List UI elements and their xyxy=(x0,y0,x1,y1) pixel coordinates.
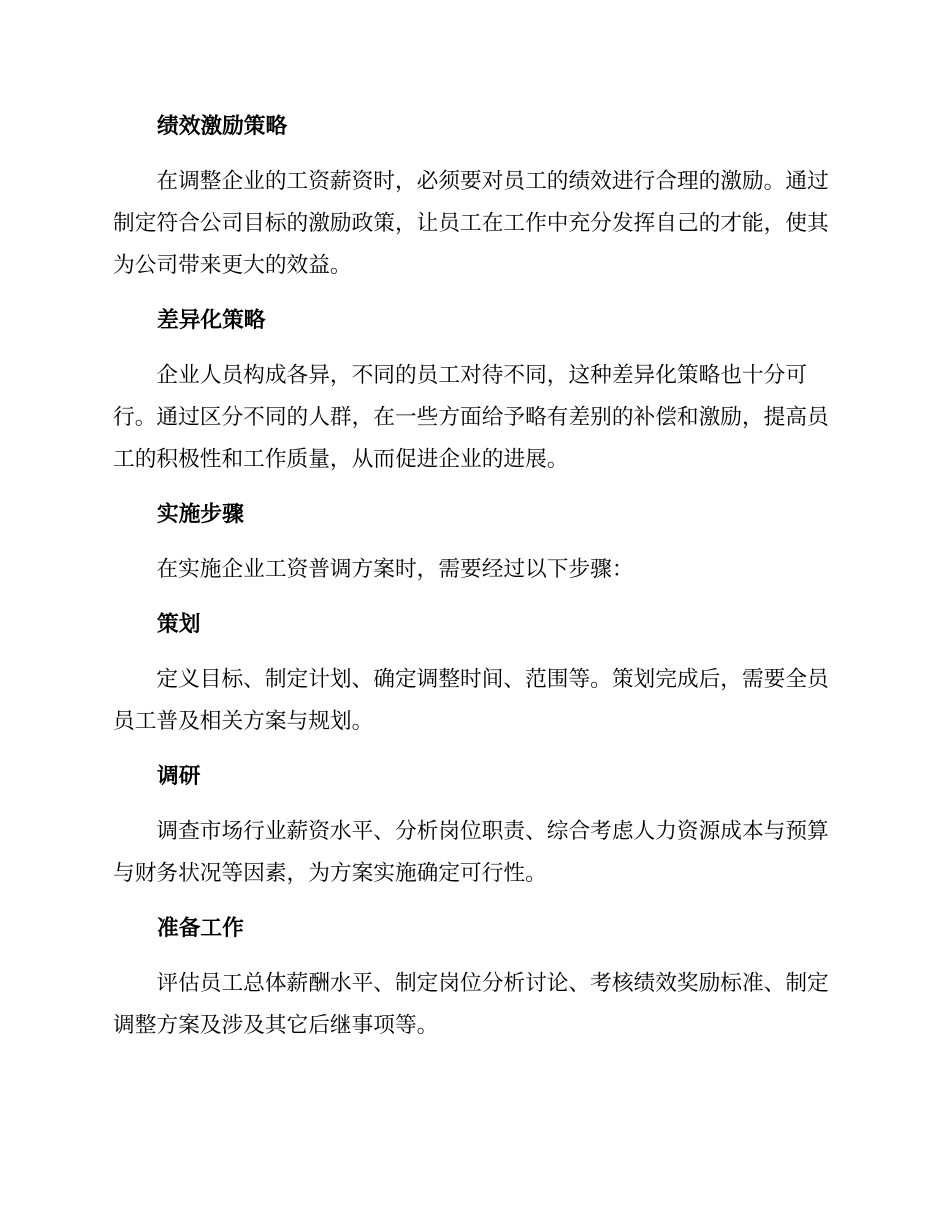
section-heading: 差异化策略 xyxy=(157,308,266,333)
section-heading: 绩效激励策略 xyxy=(157,114,288,139)
subsection-heading: 策划 xyxy=(157,612,201,637)
section-heading: 实施步骤 xyxy=(157,502,244,527)
paragraph: 在调整企业的工资薪资时，必须要对员工的绩效进行合理的激励。通过制定符合公司目标的激励政策，让员工在工作中充分发挥自己的才能，使其为公司带来更大的效益。 xyxy=(113,169,829,278)
paragraph: 评估员工总体薪酬水平、制定岗位分析讨论、考核绩效奖励标准、制定调整方案及涉及其它后继事项等。 xyxy=(113,971,829,1038)
paragraph: 定义目标、制定计划、确定调整时间、范围等。策划完成后，需要全员员工普及相关方案与规划。 xyxy=(113,667,829,734)
subsection-heading: 准备工作 xyxy=(157,916,244,941)
paragraph: 调查市场行业薪资水平、分析岗位职责、综合考虑人力资源成本与预算与财务状况等因素，为方案实施确定可行性。 xyxy=(113,819,829,886)
paragraph: 在实施企业工资普调方案时，需要经过以下步骤： xyxy=(156,557,634,582)
document-body xyxy=(113,106,830,1060)
paragraph: 企业人员构成各异，不同的员工对待不同，这种差异化策略也十分可行。通过区分不同的人群，在一些方面给予略有差别的补偿和激励，提高员工的积极性和工作质量，从而促进企业的进展。 xyxy=(113,363,829,472)
subsection-heading: 调研 xyxy=(157,764,201,789)
